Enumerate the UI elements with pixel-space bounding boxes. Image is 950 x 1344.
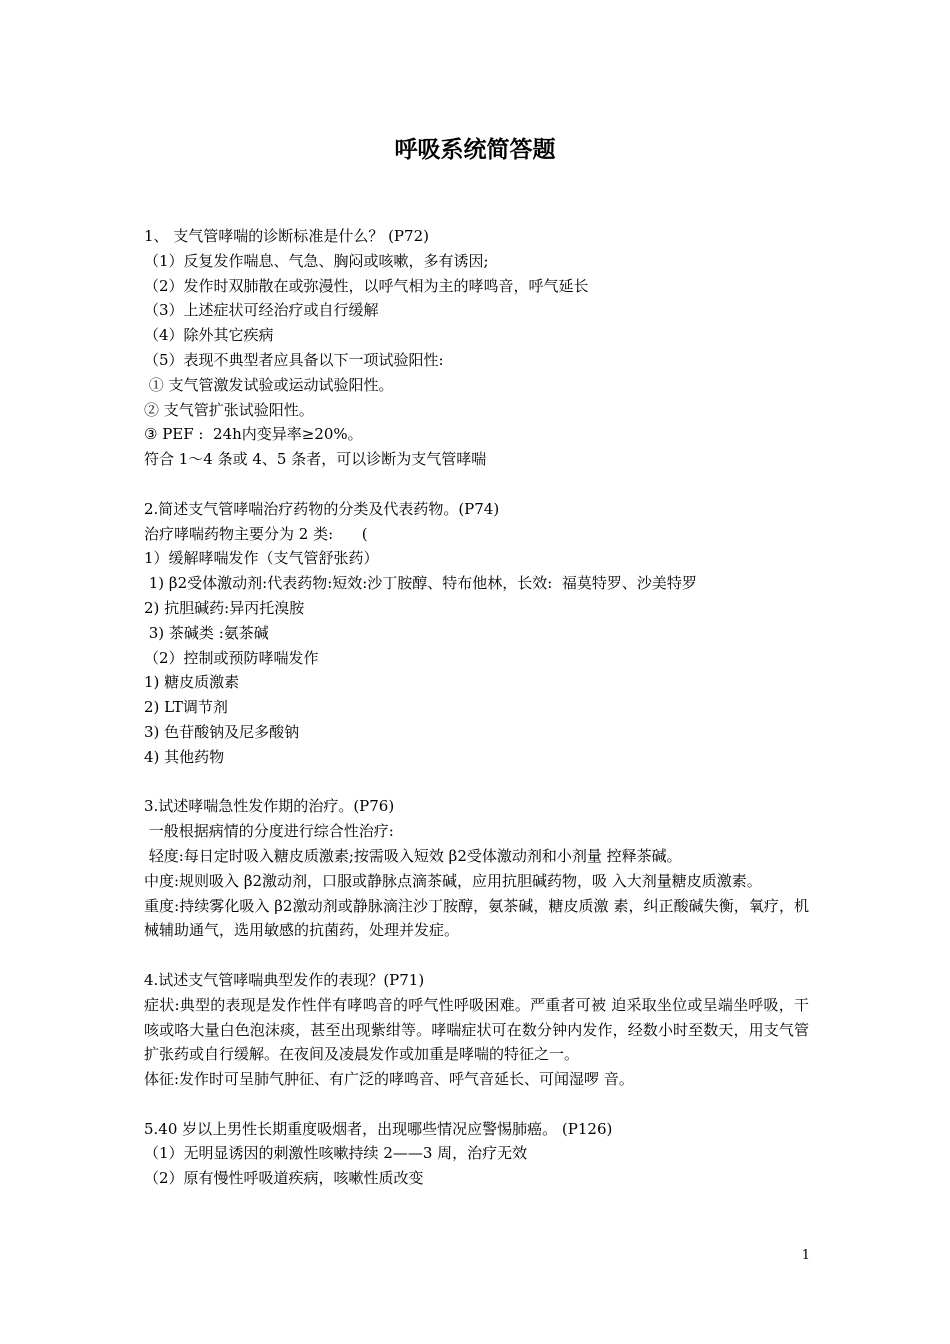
page-title: 呼吸系统简答题 (394, 136, 556, 163)
text-line: 4) 其他药物 (144, 747, 225, 766)
text-line: 重度:持续雾化吸入 β2激动剂或静脉滴注沙丁胺醇，氨茶碱，糖皮质激 素，纠正酸碱失衡，氧疗，机械辅助通气，选用敏感的抗菌药，处理并发症。 (144, 896, 809, 940)
text-line: 1) 糖皮质激素 (144, 673, 240, 692)
text-line: 3.试述哮喘急性发作期的治疗。(P76) (144, 797, 395, 816)
text-line: ② 支气管扩张试验阳性。 (144, 400, 314, 419)
document-body (144, 224, 809, 1191)
text-line: 1、 支气管哮喘的诊断标准是什么？ (P72) (144, 227, 429, 245)
text-line: 2) 抗胆碱药:异丙托溴胺 (144, 598, 305, 617)
text-line: 轻度:每日定时吸入糖皮质激素;按需吸入短效 β2受体激动剂和小剂量 控释茶碱。 (144, 846, 682, 865)
text-line: 体征:发作时可呈肺气肿征、有广泛的哮鸣音、呼气音延长、可闻湿啰 音。 (144, 1070, 634, 1089)
text-line: 2.简述支气管哮喘治疗药物的分类及代表药物。(P74) (144, 499, 500, 518)
blank-line (144, 943, 809, 968)
text-line: 一般根据病情的分度进行综合性治疗: (144, 822, 394, 841)
text-line: （3）上述症状可经治疗或自行缓解 (144, 301, 379, 320)
blank-line (144, 472, 809, 497)
text-line: （1）反复发作喘息、气急、胸闷或咳嗽，多有诱因; (144, 251, 489, 270)
text-line: 1）缓解哮喘发作（支气管舒张药） (144, 549, 379, 568)
text-line: 症状:典型的表现是发作性伴有哮鸣音的呼气性呼吸困难。严重者可被 迫采取坐位或呈端坐呼吸，干咳或咯大量白色泡沫痰，甚至出现紫绀等。哮喘症状可在数分钟内发作，经数小时至数天，用支气管扩张药或自行缓解。在夜间及凌晨发作或加重是哮喘的特征之一。 (144, 995, 809, 1064)
blank-line (144, 770, 809, 795)
text-line: ① 支气管激发试验或运动试验阳性。 (144, 375, 394, 394)
text-line: 3) 茶碱类 :氨茶碱 (144, 623, 269, 642)
blank-line (144, 1092, 809, 1117)
text-line: 1) β2受体激动剂:代表药物:短效:沙丁胺醇、特布他林，长效: 福莫特罗、沙美特罗 (144, 574, 697, 593)
text-line: 2) LT调节剂 (144, 698, 228, 717)
text-line: ③ PEF : 24h内变异率≥20%。 (144, 425, 363, 444)
text-line: （2）原有慢性呼吸道疾病，咳嗽性质改变 (144, 1169, 424, 1188)
text-line: （4）除外其它疾病 (144, 326, 274, 345)
text-line: 3) 色苷酸钠及尼多酸钠 (144, 722, 300, 741)
text-line: （1）无明显诱因的刺激性咳嗽持续 2——3 周，治疗无效 (144, 1144, 528, 1163)
text-line: （5）表现不典型者应具备以下一项试验阳性: (144, 350, 444, 369)
text-line: 中度:规则吸入 β2激动剂，口服或静脉点滴茶碱，应用抗胆碱药物，吸 入大剂量糖皮质激素。 (144, 871, 762, 890)
text-line: （2）控制或预防哮喘发作 (144, 648, 319, 667)
text-line: （2）发作时双肺散在或弥漫性，以呼气相为主的哮鸣音，呼气延长 (144, 276, 589, 295)
text-line: 5.40 岁以上男性长期重度吸烟者，出现哪些情况应警惕肺癌。 (P126) (144, 1119, 613, 1138)
text-line: 4.试述支气管哮喘典型发作的表现？(P71) (144, 970, 425, 989)
text-line: 符合 1～4 条或 4、5 条者，可以诊断为支气管哮喘 (144, 450, 487, 469)
text-line: 治疗哮喘药物主要分为 2 类: ( (144, 524, 368, 543)
page-number: 1 (801, 1248, 810, 1263)
